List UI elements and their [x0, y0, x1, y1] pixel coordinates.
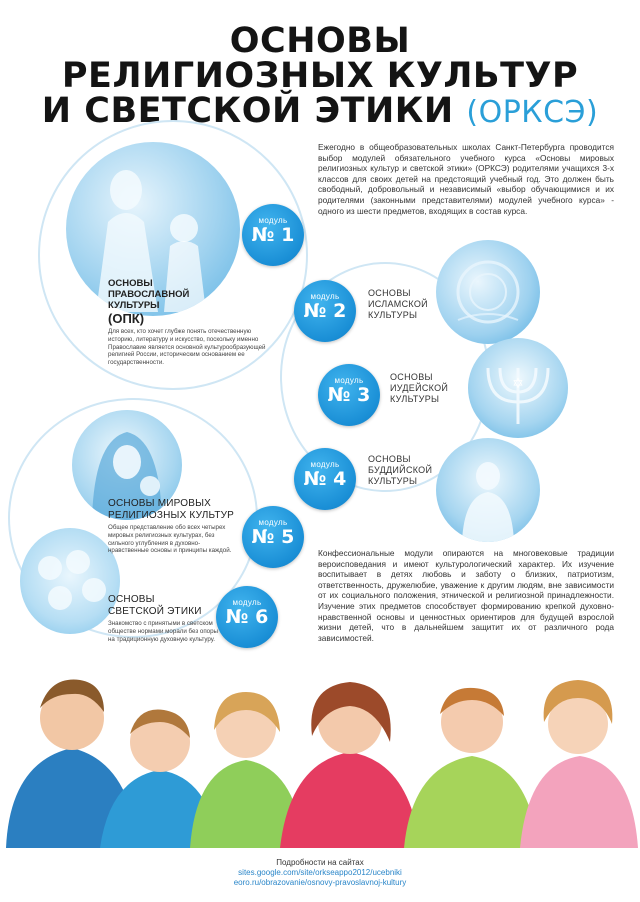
module-4-title-line: КУЛЬТУРЫ: [368, 476, 418, 486]
module-6-title-line: СВЕТСКОЙ ЭТИКИ: [108, 606, 202, 617]
module-6-description: Знакомство с принятыми в светском обществе нормами морали без опоры на традиционную духовную культуру.: [108, 620, 218, 643]
module-number: № 1: [251, 224, 295, 246]
poster-title: [0, 21, 640, 131]
module-1-badge: [242, 204, 304, 266]
module-word: модуль: [334, 376, 364, 385]
module-5-title: [108, 498, 234, 522]
module-word: модуль: [258, 216, 288, 225]
module-2-title-line: КУЛЬТУРЫ: [368, 310, 418, 320]
module-3-title-line: ИУДЕЙСКОЙ: [390, 383, 449, 393]
module-5-badge: [242, 506, 304, 568]
module-number: № 4: [303, 468, 347, 490]
module-6-title-line: ОСНОВЫ: [108, 594, 155, 605]
module-word: модуль: [258, 518, 288, 527]
title-line-2: РЕЛИГИОЗНЫХ КУЛЬТУР: [61, 56, 579, 96]
buddha-statue-image: [436, 438, 540, 542]
module-3-title-line: КУЛЬТУРЫ: [390, 394, 440, 404]
module-word: модуль: [310, 460, 340, 469]
module-1-title-line: ОСНОВЫ: [108, 278, 153, 289]
footer-link-2[interactable]: eoro.ru/obrazovanie/osnovy-pravoslavnoj-kultury: [233, 878, 407, 887]
smiling-children-photo: [0, 652, 640, 848]
module-1-title-line: ПРАВОСЛАВНОЙ: [108, 289, 190, 300]
title-line-3-text: И СВЕТСКОЙ ЭТИКИ: [41, 91, 454, 131]
module-3-title-line: ОСНОВЫ: [390, 372, 433, 382]
module-word: модуль: [232, 598, 262, 607]
title-line-3: [0, 91, 640, 131]
module-1-title: [108, 278, 189, 326]
title-line-1: ОСНОВЫ: [229, 21, 411, 61]
module-4-title-line: БУДДИЙСКОЙ: [368, 465, 433, 475]
module-4-title: [368, 454, 432, 487]
footer-link-1[interactable]: sites.google.com/site/orkseappo2012/ucebniki: [238, 868, 402, 877]
module-6-title: [108, 594, 202, 618]
title-acronym: (ОРКСЭ): [466, 95, 599, 130]
module-1-title-line: КУЛЬТУРЫ: [108, 300, 160, 311]
module-3-title: [390, 372, 448, 405]
conclusion-paragraph: Конфессиональные модули опираются на многовековые традиции вероисповедания и имеют культурологический характер. Их изучение воспитывает в детях любовь и заботу о близких, патриотизм, ответственность, дружелюбие, уважение к другим людям, вне зависимости от их социального положения, этнической и религиозной принадлежности. Изучение этих предметов способствует формированию крепкой духовно-нравственной основы и ценностных ориентиров для будущей взрослой жизни детей, что в дальнейшем защитит их от различного рода зависимостей.: [318, 548, 614, 643]
footer-label: Подробности на сайтах: [276, 858, 364, 867]
module-5-title-line: ОСНОВЫ МИРОВЫХ: [108, 498, 212, 509]
islamic-manuscript-image: [436, 240, 540, 344]
footer: [0, 858, 640, 888]
module-4-title-line: ОСНОВЫ: [368, 454, 411, 464]
module-3-badge: [318, 364, 380, 426]
module-number: № 5: [251, 526, 295, 548]
menorah-image: [468, 338, 568, 438]
module-1-abbr: (ОПК): [108, 311, 145, 326]
module-word: модуль: [310, 292, 340, 301]
module-4-badge: [294, 448, 356, 510]
children-group-image: [20, 528, 120, 634]
module-number: № 3: [327, 384, 371, 406]
module-2-title-line: ИСЛАМСКОЙ: [368, 299, 428, 309]
module-5-description: Общее представление обо всех четырех мировых религиозных культурах, без сильного углубления в духовно-нравственные основы и принципы каждой.: [108, 524, 232, 555]
child-figure: [520, 680, 638, 848]
module-2-badge: [294, 280, 356, 342]
module-1-description: Для всех, кто хочет глубже понять отечественную историю, литературу и искусство, поскольку именно Православие является основной культурообразующей религией России, историческим основанием ее государственности.: [108, 328, 266, 367]
module-2-title: [368, 288, 428, 321]
module-6-badge: [216, 586, 278, 648]
module-number: № 2: [303, 300, 347, 322]
intro-paragraph: Ежегодно в общеобразовательных школах Санкт-Петербурга проводится выбор модулей обязательного учебного курса «Основы мировых религиозных культур и светской этики» (ОРКСЭ) родителями учащихся 3-х классов для своих детей на предстоящий учебный год. Это должен быть свободный, добровольный и независимый «выбор обучающимися и их родителями (законными представителями) модулей учебного курса» - одного из шести предметов, входящих в состав курса.: [318, 142, 614, 216]
svg-text:✡: ✡: [512, 376, 524, 392]
child-figure: [404, 688, 538, 848]
module-number: № 6: [225, 606, 269, 628]
module-2-title-line: ОСНОВЫ: [368, 288, 411, 298]
module-5-title-line: РЕЛИГИОЗНЫХ КУЛЬТУР: [108, 510, 235, 521]
child-figure: [280, 682, 420, 848]
